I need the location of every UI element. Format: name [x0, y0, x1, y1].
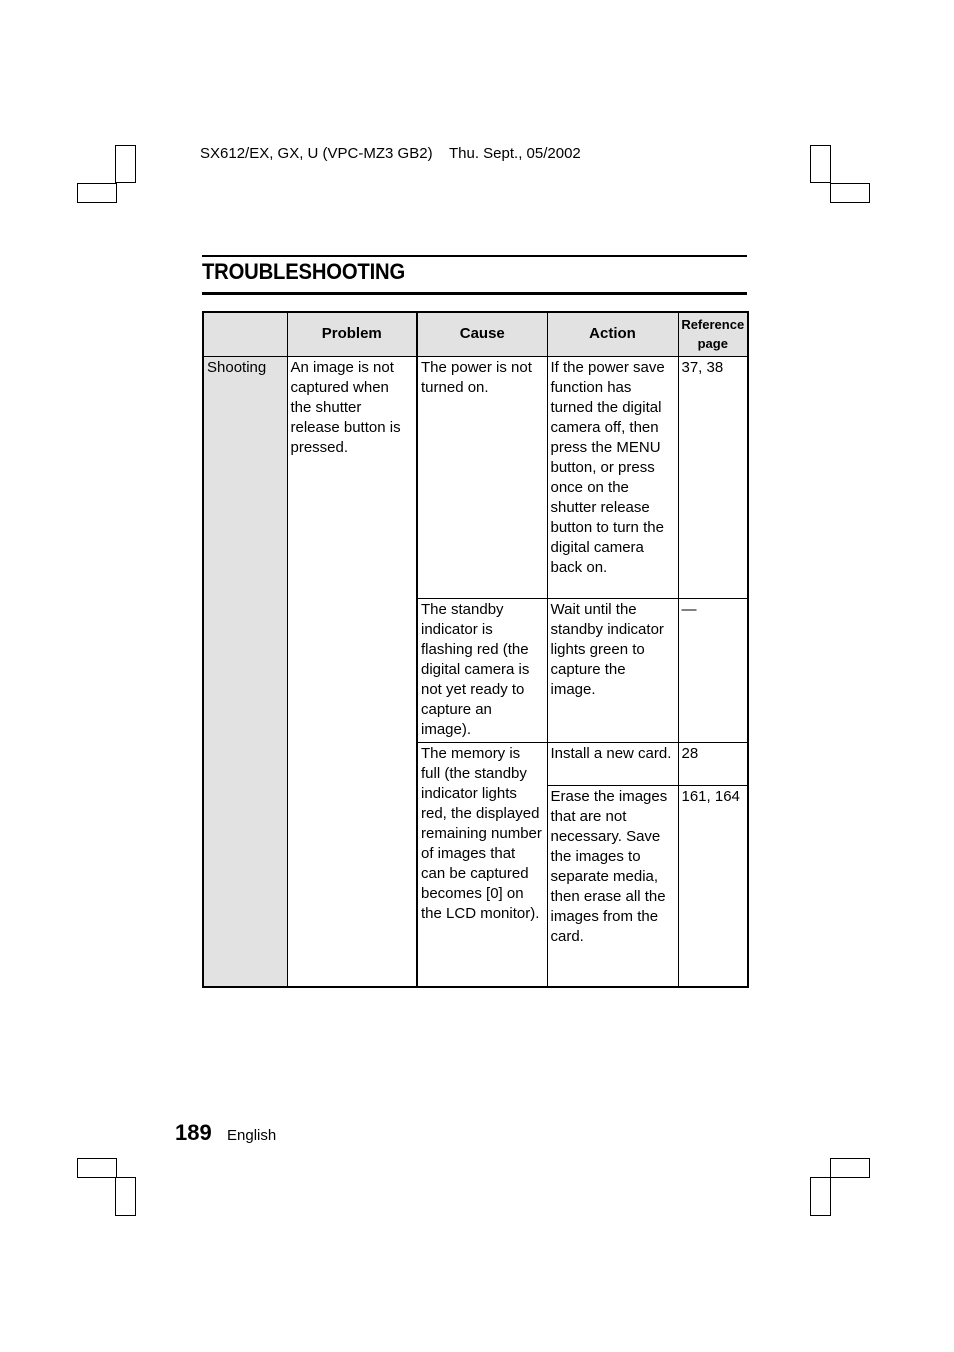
print-header [200, 145, 581, 162]
crop-mark [77, 183, 117, 203]
cause-cell: The standby indicator is flashing red (the digital camera is not yet ready to capture an image). [417, 598, 547, 742]
column-header-section [203, 312, 287, 356]
crop-mark [810, 145, 831, 183]
crop-mark [77, 1158, 117, 1178]
page-language: English [227, 1127, 277, 1144]
cause-cell: The memory is full (the standby indicator lights red, the displayed remaining number of images that can be captured becomes [0] on the LCD monitor). [417, 742, 547, 987]
title-rule-top [202, 255, 747, 257]
action-cell: Wait until the standby indicator lights green to capture the image. [547, 598, 678, 742]
page-number: 189 [175, 1120, 212, 1145]
column-header-action: Action [547, 312, 678, 356]
crop-mark [115, 1177, 136, 1216]
column-header-reference-page: Reference page [678, 312, 748, 356]
header-date: Thu. Sept., 05/2002 [448, 145, 581, 162]
reference-cell: — [678, 598, 748, 742]
reference-cell: 37, 38 [678, 356, 748, 598]
reference-cell: 161, 164 [678, 785, 748, 987]
cause-cell: The power is not turned on. [417, 356, 547, 598]
section-label: Shooting [203, 356, 287, 987]
column-header-cause: Cause [417, 312, 547, 356]
page-title: TROUBLESHOOTING [202, 259, 406, 284]
action-cell: Erase the images that are not necessary. Save the images to separate media, then erase all the images from the card. [547, 785, 678, 987]
troubleshooting-table [202, 311, 749, 988]
crop-mark [810, 1177, 831, 1216]
title-rule-bottom [202, 292, 747, 295]
crop-mark [830, 183, 870, 203]
reference-cell: 28 [678, 742, 748, 785]
crop-mark [830, 1158, 870, 1178]
action-cell: If the power save function has turned the digital camera off, then press the MENU button, or press once on the shutter release button to turn the digital camera back on. [547, 356, 678, 598]
table-header-row [203, 312, 748, 356]
header-model: SX612/EX, GX, U (VPC-MZ3 GB2) [200, 145, 433, 162]
problem-cell: An image is not captured when the shutter release button is pressed. [287, 356, 417, 987]
column-header-problem: Problem [287, 312, 417, 356]
action-cell: Install a new card. [547, 742, 678, 785]
table-row [203, 356, 748, 598]
crop-mark [115, 145, 136, 183]
